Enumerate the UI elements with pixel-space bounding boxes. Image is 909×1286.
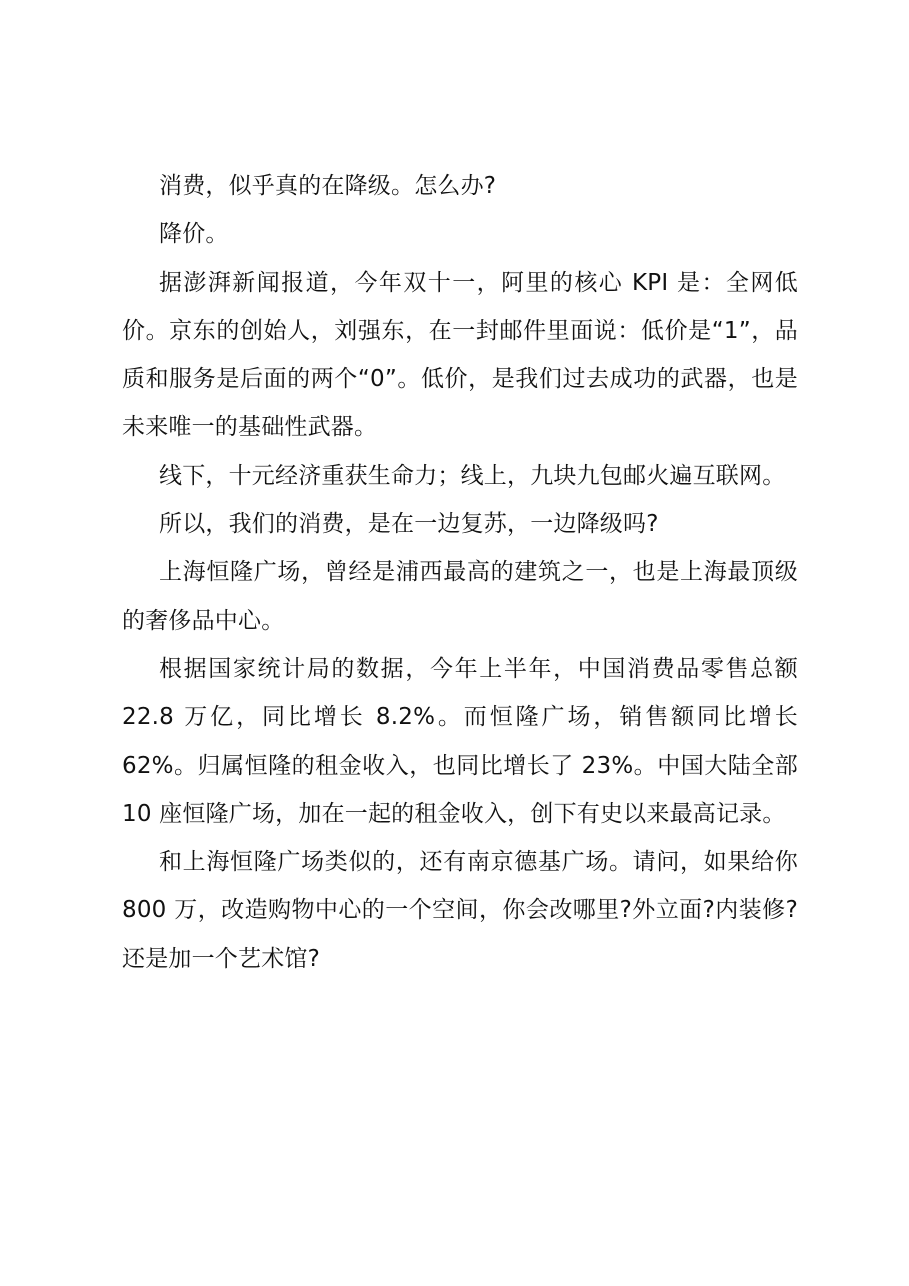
paragraph-2: 降价。 (159, 221, 229, 248)
paragraph-1: 消费，似乎真的在降级。怎么办? (159, 173, 497, 199)
paragraph-7: 根据国家统计局的数据，今年上半年，中国消费品零售总额 22.8 万亿，同比增长 8.2%。而恒隆广场，销售额同比增长 62%。归属恒隆的租金收入，也同比增长了 23%。中国大陆全部 10 座恒隆广场，加在一起的租金收入，创下有史以来最高记录。 (122, 655, 798, 827)
paragraph-5: 所以，我们的消费，是在一边复苏，一边降级吗? (159, 511, 659, 538)
paragraph-4: 线下，十元经济重获生命力；线上，九块九包邮火遍互联网。 (159, 462, 786, 489)
paragraph-3: 据澎湃新闻报道，今年双十一，阿里的核心 KPI 是：全网低价。京东的创始人，刘强东，在一封邮件里面说：低价是“1”，品质和服务是后面的两个“0”。低价，是我们过去成功的武器，也是未来唯一的基础性武器。 (122, 269, 798, 441)
paragraph-6: 上海恒隆广场，曾经是浦西最高的建筑之一，也是上海最顶级的奢侈品中心。 (122, 559, 798, 634)
article-body (122, 162, 798, 983)
paragraph-8: 和上海恒隆广场类似的，还有南京德基广场。请问，如果给你 800 万，改造购物中心的一个空间，你会改哪里?外立面?内装修?还是加一个艺术馆? (122, 849, 798, 972)
